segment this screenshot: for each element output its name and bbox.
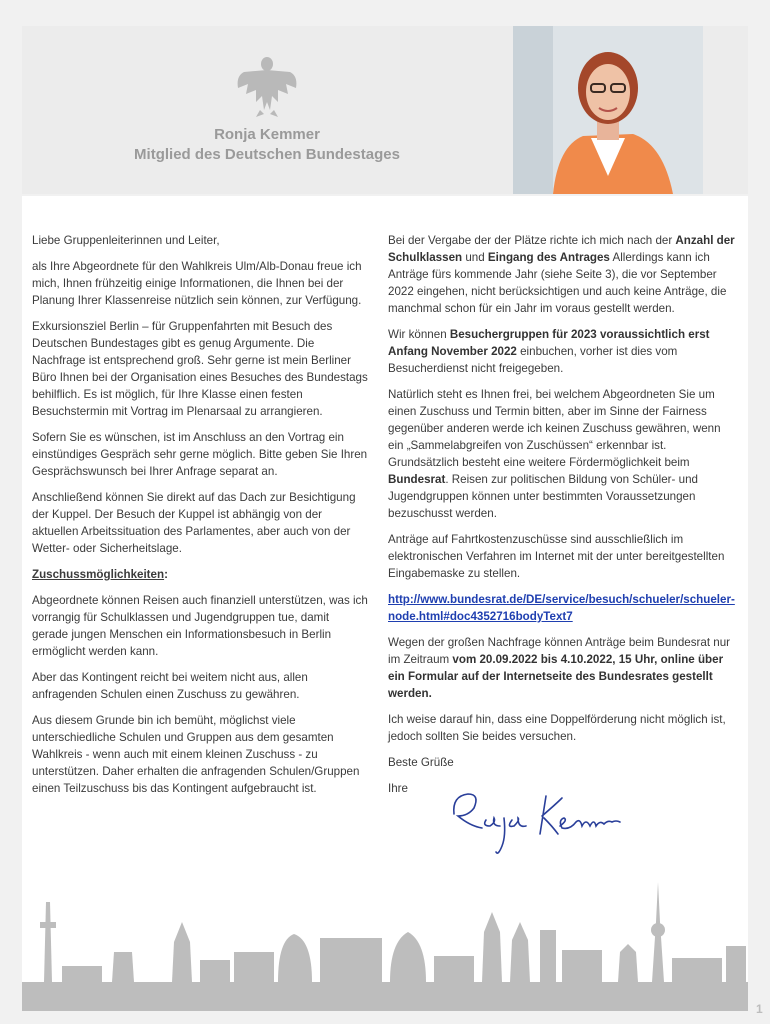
zuschuss-heading-colon: : [164,568,168,581]
zuschuss-heading [32,566,368,583]
zuschuss-heading-text: Zuschussmöglichkeiten [32,568,165,581]
paragraph-gespraech: Sofern Sie es wünschen, ist im Anschluss an den Vortrag ein einstündiges Gespräch sehr gerne möglich. Bitte geben Sie Ihren Gesprächswunsch bei Ihrer Anfrage separat an. [32,431,368,478]
paragraph-zeitraum: Wegen der großen Nachfrage können Anträge beim Bundesrat nur im Zeitraum vom 20.09.2022 bis 4.10.2022, 15 Uhr, online über ein Formular auf der Internetseite des Bundesrates gestellt werden. [388,636,731,700]
letter-left-column [32,232,368,806]
paragraph-zuschuss: Abgeordnete können Reisen auch finanziell unterstützen, was ich vorrangig für Schulklassen und Jugendgruppen tue, damit gerade jungen Menschen ein Informationsbesuch in Berlin ermöglicht werden kann. [32,594,368,658]
link-paragraph [388,591,738,625]
bundestag-eagle-logo [234,54,300,118]
paragraph-berlin: Exkursionsziel Berlin – für Gruppenfahrten mit Besuch des Deutschen Bundestages gibt es genug Argumente. Die Nachfrage ist entsprechend groß. Sehr gerne ist mein Berliner Büro Ihnen bei der Organisation eines Besuches des Bundestags behilflich. Es ist möglich, für Ihre Klasse einen festen Besuchstermin mit Vortrag im Plenarsaal zu arrangieren. [32,320,368,418]
handwritten-signature [446,786,646,866]
letter-right-column [388,232,738,806]
paragraph-vergabe: Bei der Vergabe der der Plätze richte ich mich nach der Anzahl der Schulklassen und Eingang des Antrages Allerdings kann ich Anträge fürs kommende Jahr (siehe Seite 3), die vor September 2022 eingehen, nicht berücksichtigen und auch keine Anträge, die manchmal schon für ein Jahr im voraus gestellt werden. [388,234,735,315]
paragraph-grunde: Aus diesem Grunde bin ich bemüht, möglichst viele unterschiedliche Schulen und Gruppen aus dem gesamten Wahlkreis - wenn auch mit einem kleinen Zuschuss - zu unterstützen. Daher erhalten die anfragenden Schulen/Gruppen einen Teilzuschuss bis das Kontingent aufgebraucht ist. [32,714,360,795]
salutation: Liebe Gruppenleiterinnen und Leiter, [32,234,220,247]
paragraph-bundesrat: Natürlich steht es Ihnen frei, bei welchem Abgeordneten Sie um einen Zuschuss und Termin bitten, aber im Sinne der Fairness gegenüber anderen werde ich keinen Zuschuss gewähren, wenn ein „Sammelabgreifen von Zuschüssen“ erkennbar ist. Grundsätzlich besteht eine weitere Fördermöglichkeit beim Bundesrat. Reisen zur politischen Bildung von Schüler- und Jugendgruppen können unter bestimmten Voraussetzungen bezuschusst werden. [388,388,721,520]
paragraph-doppelfoerderung: Ich weise darauf hin, dass eine Doppelförderung nicht möglich ist, jedoch sollten Sie beides versuchen. [388,713,726,743]
letterhead [22,26,748,194]
paragraph-kontingent: Aber das Kontingent reicht bei weitem nicht aus, allen anfragenden Schulen einen Zuschuss zu gewähren. [32,671,308,701]
paragraph-intro: als Ihre Abgeordnete für den Wahlkreis Ulm/Alb-Donau freue ich mich, Ihnen frühzeitig einige Informationen, die Ihnen bei der Planung Ihrer Klassenreise nützlich sein können, zur Verfügung. [32,260,362,307]
paragraph-antraege: Anträge auf Fahrtkostenzuschüsse sind ausschließlich im elektronischen Verfahren im Internet mit der unter bereitgestellten Eingabemaske zu stellen. [388,533,725,580]
page-number: 1 [756,1002,763,1016]
sender-title: Mitglied des Deutschen Bundestages [134,146,400,163]
portrait-photo [513,26,703,194]
letter-page [22,196,748,1011]
closing: Beste Grüße [388,756,454,769]
sender-name: Ronja Kemmer [214,126,320,143]
paragraph-kuppel: Anschließend können Sie direkt auf das Dach zur Besichtigung der Kuppel. Der Besuch der Kuppel ist abhängig von der aktuellen Arbeitssituation des Parlamentes, aber auch von der Wetter- oder Sicherheitslage. [32,491,356,555]
paragraph-besuchergruppen: Wir können Besuchergruppen für 2023 voraussichtlich erst Anfang November 2022 einbuchen, vorher ist dies vom Besucherdienst nicht freigegeben. [388,328,710,375]
berlin-skyline-graphic [22,882,748,1011]
bundesrat-link[interactable]: http://www.bundesrat.de/DE/service/besuch/schueler/schueler-node.html#doc4352716bodyText7 [388,593,735,623]
ihre: Ihre [388,782,408,795]
